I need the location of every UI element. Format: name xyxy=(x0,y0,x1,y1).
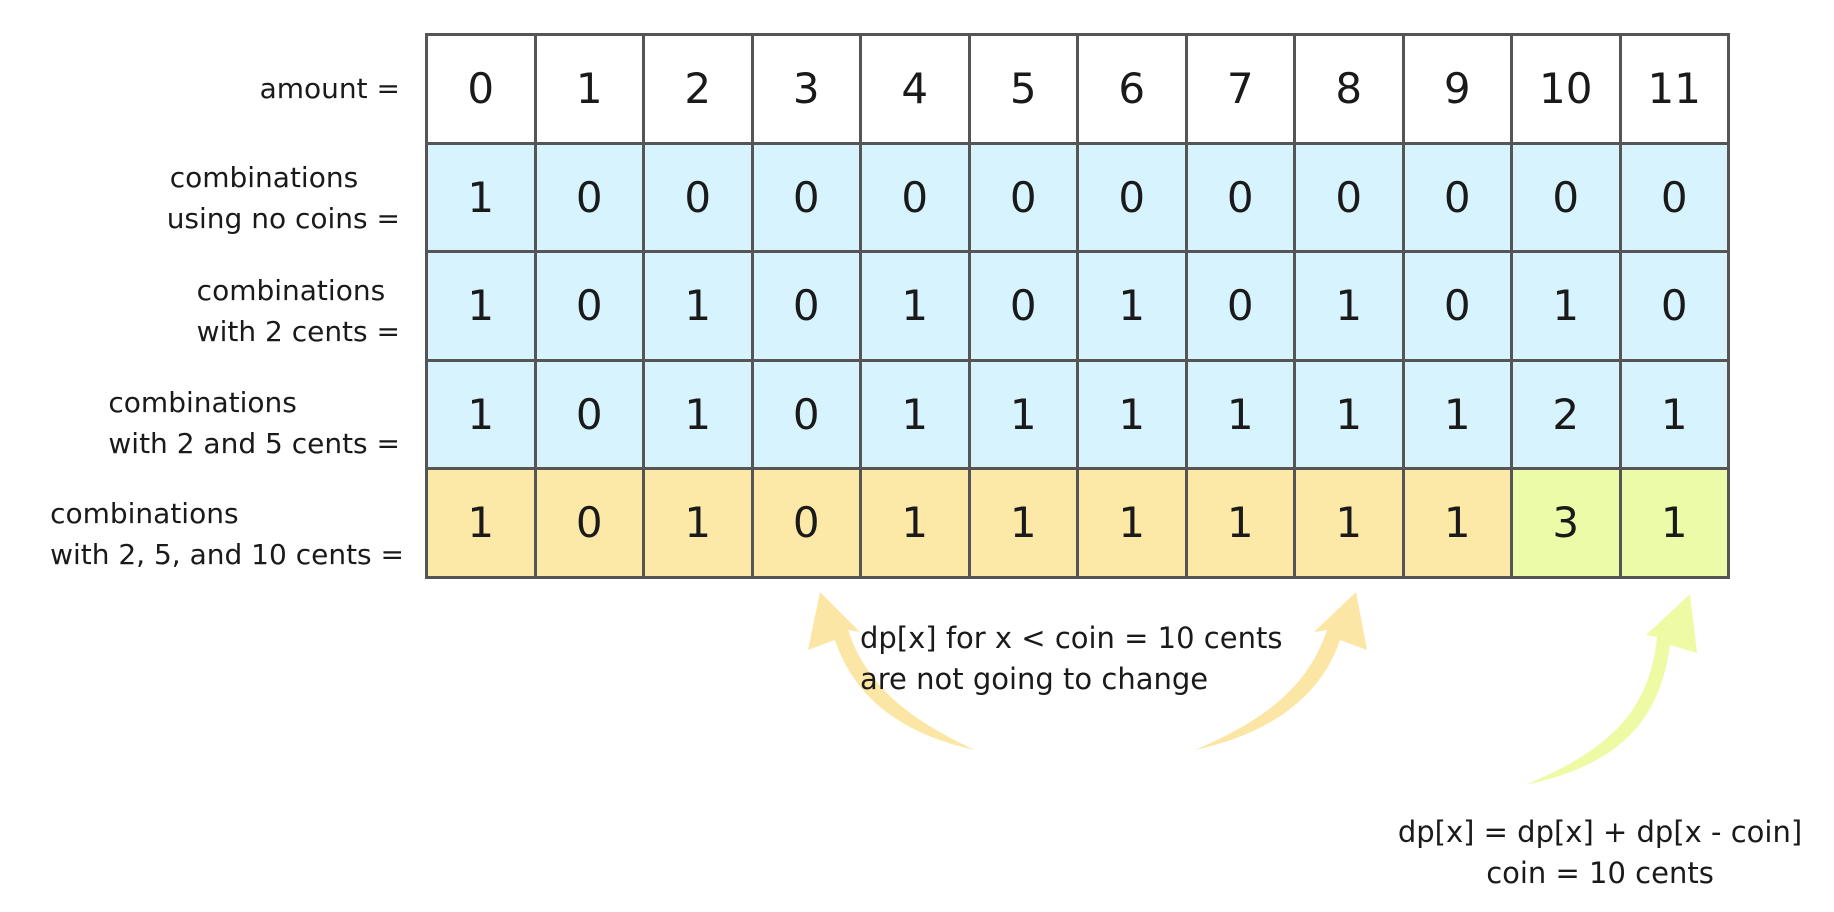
value-cell: 0 xyxy=(751,467,863,579)
value-cell: 1 xyxy=(1185,359,1297,471)
value-cell: 1 xyxy=(1402,359,1514,471)
value-cell: 0 xyxy=(534,359,646,471)
row-label-line: with 2, 5, and 10 cents = xyxy=(50,538,404,571)
value-cell: 0 xyxy=(534,250,646,362)
value-cell: 0 xyxy=(1402,142,1514,254)
row-label-line: combinations xyxy=(50,497,239,530)
amount-cell: 11 xyxy=(1619,33,1731,145)
value-cell: 1 xyxy=(859,359,971,471)
amount-cell: 4 xyxy=(859,33,971,145)
value-cell: 0 xyxy=(534,142,646,254)
amount-cell: 5 xyxy=(968,33,1080,145)
arrow-green xyxy=(1525,594,1697,785)
value-cell: 0 xyxy=(751,142,863,254)
value-cell: 1 xyxy=(1619,359,1731,471)
value-cell: 3 xyxy=(1510,467,1622,579)
row-label-line: combinations xyxy=(108,386,297,419)
value-cell: 0 xyxy=(968,250,1080,362)
value-cell: 1 xyxy=(1510,250,1622,362)
value-cell: 0 xyxy=(642,142,754,254)
amount-cell: 8 xyxy=(1293,33,1405,145)
amount-cell: 6 xyxy=(1076,33,1188,145)
amount-cell: 9 xyxy=(1402,33,1514,145)
value-cell: 1 xyxy=(1402,467,1514,579)
value-cell: 0 xyxy=(1185,142,1297,254)
value-cell: 0 xyxy=(1510,142,1622,254)
amount-cell: 10 xyxy=(1510,33,1622,145)
value-cell: 1 xyxy=(642,359,754,471)
annotation-line: dp[x] = dp[x] + dp[x - coin] xyxy=(1397,815,1803,849)
row-label-line: with 2 and 5 cents = xyxy=(108,427,400,460)
value-cell: 2 xyxy=(1510,359,1622,471)
arrow-right-yellow xyxy=(1195,592,1367,750)
value-cell: 0 xyxy=(1076,142,1188,254)
value-cell: 1 xyxy=(642,250,754,362)
value-cell: 1 xyxy=(425,467,537,579)
value-cell: 1 xyxy=(1293,467,1405,579)
value-cell: 0 xyxy=(534,467,646,579)
row-label-line: with 2 cents = xyxy=(196,315,400,348)
value-cell: 1 xyxy=(968,467,1080,579)
amount-cell: 7 xyxy=(1185,33,1297,145)
unchanged-annotation xyxy=(860,618,1283,700)
row-label-line: combinations xyxy=(196,274,386,307)
amount-cell: 2 xyxy=(642,33,754,145)
annotation-line: dp[x] for x < coin = 10 cents xyxy=(860,621,1283,655)
value-cell: 0 xyxy=(751,250,863,362)
value-cell: 0 xyxy=(1619,250,1731,362)
value-cell: 0 xyxy=(1619,142,1731,254)
value-cell: 0 xyxy=(1185,250,1297,362)
value-cell: 1 xyxy=(1619,467,1731,579)
value-cell: 1 xyxy=(1293,359,1405,471)
value-cell: 1 xyxy=(968,359,1080,471)
value-cell: 1 xyxy=(1076,467,1188,579)
value-cell: 1 xyxy=(642,467,754,579)
row-label-line: combinations xyxy=(169,161,359,194)
row-label-line: using no coins = xyxy=(166,202,400,235)
amount-cell: 1 xyxy=(534,33,646,145)
value-cell: 0 xyxy=(859,142,971,254)
value-cell: 1 xyxy=(425,142,537,254)
annotation-line: coin = 10 cents xyxy=(1486,856,1714,890)
value-cell: 1 xyxy=(1185,467,1297,579)
value-cell: 0 xyxy=(968,142,1080,254)
value-cell: 1 xyxy=(1076,250,1188,362)
value-cell: 1 xyxy=(1076,359,1188,471)
formula-annotation xyxy=(1385,812,1815,894)
value-cell: 1 xyxy=(859,467,971,579)
amount-label-text: amount = xyxy=(259,72,400,105)
value-cell: 0 xyxy=(1402,250,1514,362)
value-cell: 0 xyxy=(751,359,863,471)
amount-cell: 0 xyxy=(425,33,537,145)
value-cell: 1 xyxy=(425,250,537,362)
value-cell: 1 xyxy=(1293,250,1405,362)
value-cell: 1 xyxy=(859,250,971,362)
value-cell: 1 xyxy=(425,359,537,471)
value-cell: 0 xyxy=(1293,142,1405,254)
annotation-line: are not going to change xyxy=(860,662,1209,696)
amount-cell: 3 xyxy=(751,33,863,145)
